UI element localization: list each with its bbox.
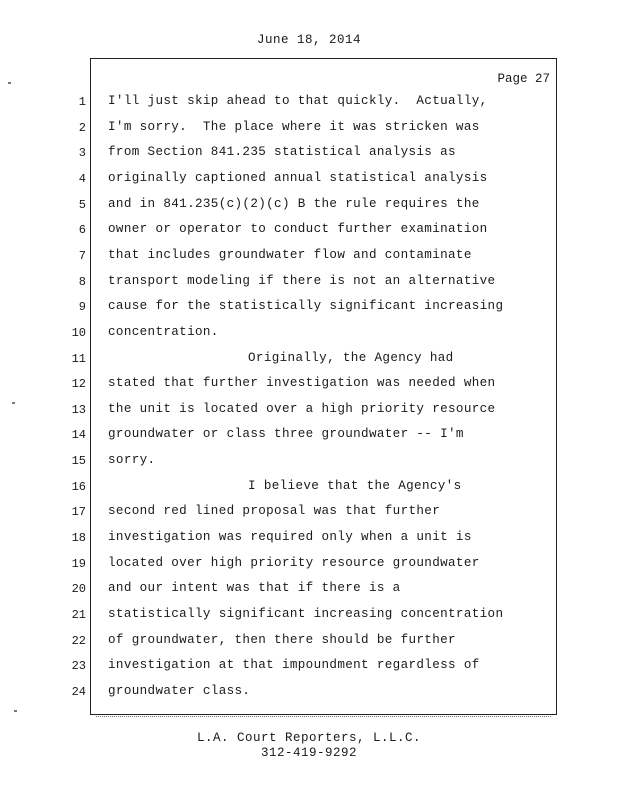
line-number: 18 [71, 531, 86, 545]
line-number: 19 [71, 557, 86, 571]
transcript-line: stated that further investigation was needed when [108, 376, 496, 390]
line-number: 17 [71, 505, 86, 519]
line-number: 3 [78, 146, 86, 160]
line-number: 14 [71, 428, 86, 442]
footer-company: L.A. Court Reporters, L.L.C. [196, 731, 422, 745]
line-number: 13 [71, 403, 86, 417]
transcript-line: I'll just skip ahead to that quickly. Actually, [108, 94, 488, 108]
line-number: 10 [71, 326, 86, 340]
line-number: 20 [71, 582, 86, 596]
transcript-line: groundwater or class three groundwater -- I'm [108, 427, 464, 441]
transcript-line: statistically significant increasing concentration [108, 607, 504, 621]
transcript-line: the unit is located over a high priority resource [108, 402, 496, 416]
transcript-line: investigation was required only when a unit is [108, 530, 472, 544]
line-number: 11 [71, 352, 86, 366]
transcript-line: investigation at that impoundment regardless of [108, 658, 480, 672]
transcript-line: located over high priority resource groundwater [108, 556, 480, 570]
line-number: 5 [78, 198, 86, 212]
transcript-line: I'm sorry. The place where it was stricken was [108, 120, 480, 134]
line-number: 21 [71, 608, 86, 622]
transcript-line: transport modeling if there is not an alternative [108, 274, 496, 288]
line-number: 16 [71, 480, 86, 494]
transcript-date: June 18, 2014 [256, 33, 362, 47]
transcript-line: that includes groundwater flow and contaminate [108, 248, 472, 262]
scan-speck [12, 402, 15, 404]
scan-speck [14, 710, 17, 712]
line-number: 9 [78, 300, 86, 314]
transcript-line: cause for the statistically significant increasing [108, 299, 504, 313]
transcript-line: groundwater class. [108, 684, 251, 698]
line-number: 4 [78, 172, 86, 186]
line-number: 24 [71, 685, 86, 699]
transcript-line: I believe that the Agency's [248, 479, 462, 493]
transcript-line: and our intent was that if there is a [108, 581, 401, 595]
line-number: 15 [71, 454, 86, 468]
transcript-line: and in 841.235(c)(2)(c) B the rule requires the [108, 197, 480, 211]
scan-artifact-line [96, 716, 551, 717]
line-number: 22 [71, 634, 86, 648]
line-number: 23 [71, 659, 86, 673]
transcript-line: originally captioned annual statistical analysis [108, 171, 488, 185]
line-number: 7 [78, 249, 86, 263]
line-number: 8 [78, 275, 86, 289]
transcript-line: concentration. [108, 325, 219, 339]
line-number: 1 [78, 95, 86, 109]
line-number: 12 [71, 377, 86, 391]
transcript-line: from Section 841.235 statistical analysis as [108, 145, 456, 159]
footer-phone: 312-419-9292 [260, 746, 357, 760]
transcript-line: second red lined proposal was that further [108, 504, 441, 518]
transcript-line: owner or operator to conduct further examination [108, 222, 488, 236]
transcript-line: sorry. [108, 453, 156, 467]
page-number-label: Page 27 [497, 72, 550, 86]
line-number: 2 [78, 121, 86, 135]
line-number: 6 [78, 223, 86, 237]
transcript-line: of groundwater, then there should be further [108, 633, 456, 647]
transcript-line: Originally, the Agency had [248, 351, 454, 365]
scan-speck [8, 82, 11, 84]
